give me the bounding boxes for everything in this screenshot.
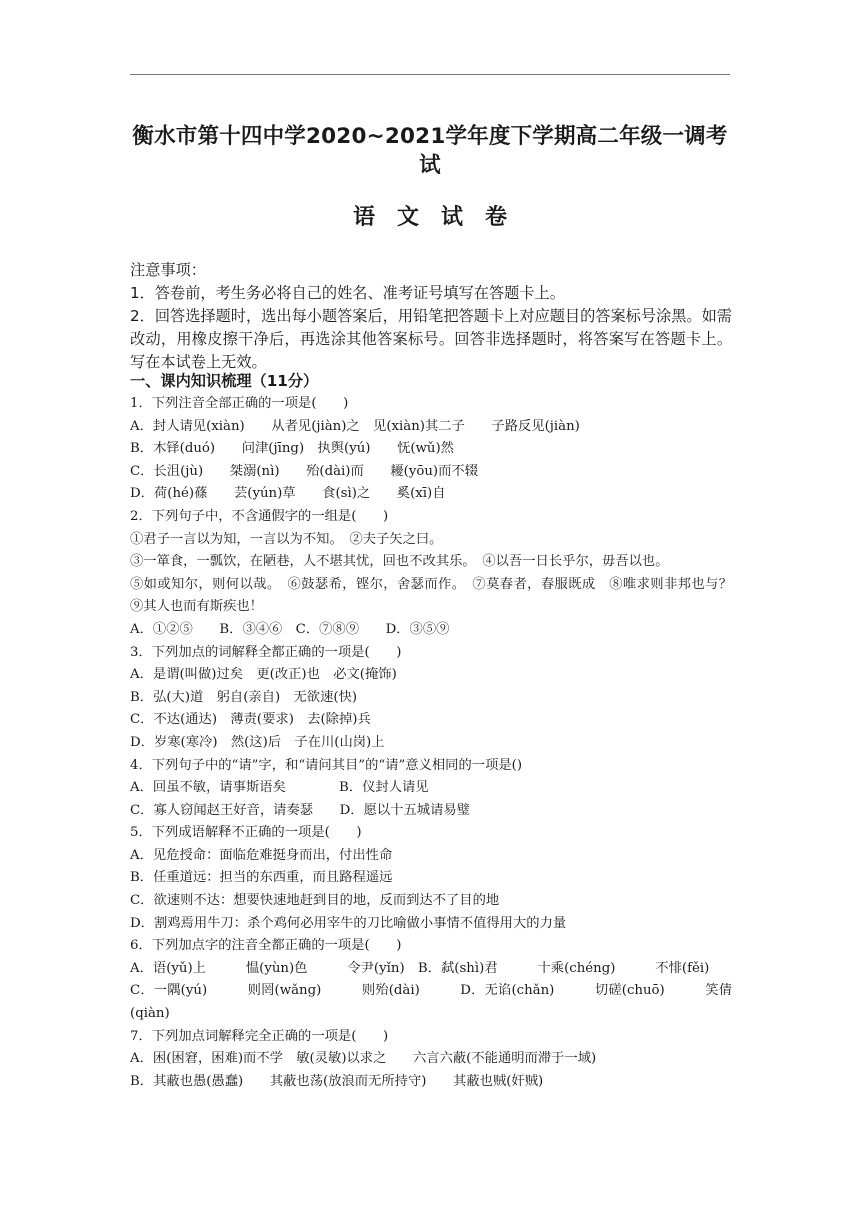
question-line: D．岁寒(寒冷) 然(这)后 子在川(山岗)上: [130, 734, 385, 750]
question-line: A．封人请见(xiàn) 从者见(jiàn)之 见(xiàn)其二子 子路反见(jiàn): [130, 418, 580, 434]
question-line: ①君子一言以为知，一言以为不知。 ②夫子矢之曰。: [130, 531, 443, 547]
question-line: A．是谓(叫做)过矣 更(改正)也 必文(掩饰): [130, 667, 397, 683]
question-line: A．困(困窘，困难)而不学 敏(灵敏)以求之 六言六蔽(不能通明而滞于一域): [130, 1051, 597, 1067]
question-line: A．见危授命：面临危难挺身而出，付出性命: [130, 847, 393, 863]
exam-notes: [130, 259, 732, 374]
question-line: A．①②⑤ B．③④⑥ C．⑦⑧⑨ D．③⑤⑨: [130, 621, 450, 637]
notes-heading: 注意事项：: [130, 261, 206, 279]
question-line: A．语(yǔ)上 愠(yùn)色 令尹(yǐn) B．弑(shì)君 十乘(chéng) 不悱(fěi): [130, 960, 710, 976]
question-line: 7．下列加点词解释完全正确的一项是( ): [130, 1028, 389, 1044]
notes-item: 1．答卷前，考生务必将自己的姓名、准考证号填写在答题卡上。: [130, 284, 565, 302]
section-heading: 一、课内知识梳理（11分）: [130, 372, 319, 390]
question-line: B．弘(大)道 躬自(亲自) 无欲速(快): [130, 689, 358, 705]
question-line: C．寡人窃闻赵王好音，请奏瑟 D．愿以十五城请易璧: [130, 802, 470, 818]
question-line: ⑤如或知尔，则何以哉。 ⑥鼓瑟希，铿尔，舍瑟而作。 ⑦莫春者，春服既成 ⑧唯求则非邦也与？ ⑨其人也而有斯疾也！: [130, 576, 746, 615]
question-line: ③一箪食，一瓢饮，在陋巷，人不堪其忧，回也不改其乐。 ④以吾一日长乎尔，毋吾以也。: [130, 554, 669, 570]
question-line: 4．下列句子中的“请”字，和“请问其目”的“请”意义相同的一项是(): [130, 757, 523, 773]
question-body: [130, 393, 746, 1093]
question-line: 6．下列加点字的注音全都正确的一项是( ): [130, 938, 402, 954]
question-line: C．不达(通达) 薄责(要求) 去(除掉)兵: [130, 712, 371, 728]
question-line: B．其蔽也愚(愚蠢) 其蔽也荡(放浪而无所持守) 其蔽也贼(奸贼): [130, 1073, 544, 1089]
question-line: A．回虽不敏，请事斯语矣 B．仪封人请见: [130, 780, 429, 796]
exam-title: 衡水市第十四中学2020~2021学年度下学期高二年级一调考试: [132, 124, 728, 178]
exam-subtitle: 语文试卷: [352, 204, 529, 230]
question-line: C．长沮(jù) 桀溺(nì) 殆(dài)而 耰(yōu)而不辍: [130, 463, 478, 479]
question-line: 2．下列句子中，不含通假字的一组是( ): [130, 508, 389, 524]
question-line: C．欲速则不达：想要快速地赶到目的地，反而到达不了目的地: [130, 893, 500, 909]
question-line: 3．下列加点的词解释全都正确的一项是( ): [130, 644, 402, 660]
question-line: C．一隅(yú) 则罔(wǎng) 则殆(dài) D．无谄(chǎn) 切磋(chuō) 笑倩(qiàn): [130, 983, 732, 1022]
notes-item: 2．回答选择题时，选出每小题答案后，用铅笔把答题卡上对应题目的答案标号涂黑。如需改动，用橡皮擦干净后，再选涂其他答案标号。回答非选择题时，将答案写在答题卡上。写在本试卷上无效。: [130, 307, 732, 371]
question-line: D．荷(hé)蓧 芸(yún)草 食(sì)之 奚(xī)自: [130, 486, 446, 502]
question-line: B．木铎(duó) 问津(jīng) 执舆(yú) 怃(wǔ)然: [130, 441, 454, 457]
question-line: 5．下列成语解释不正确的一项是( ): [130, 825, 362, 841]
header-rule: [130, 74, 730, 75]
question-line: B．任重道远：担当的东西重，而且路程遥远: [130, 870, 393, 886]
question-line: D．割鸡焉用牛刀：杀个鸡何必用宰牛的刀比喻做小事情不值得用大的力量: [130, 915, 567, 931]
question-line: 1．下列注音全部正确的一项是( ): [130, 396, 349, 411]
